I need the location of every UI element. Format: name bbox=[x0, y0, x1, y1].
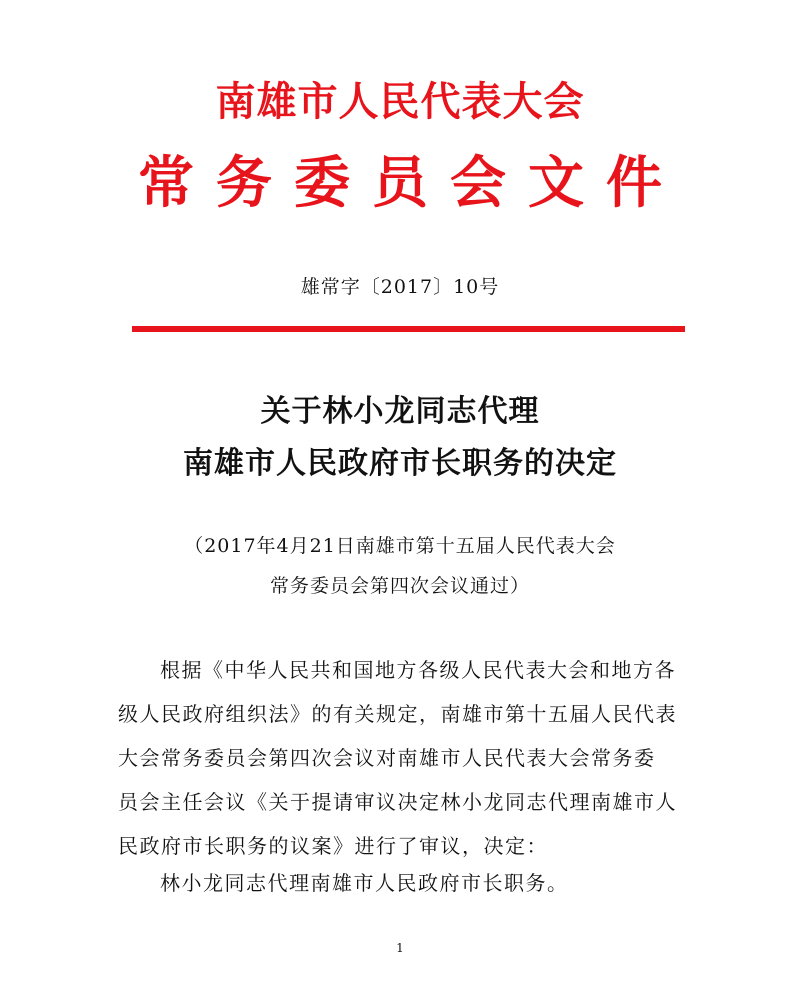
issuing-authority-line1: 南雄市人民代表大会 bbox=[215, 78, 585, 125]
body-paragraph-line: 员会主任会议《关于提请审议决定林小龙同志代理南雄市人 bbox=[118, 790, 677, 814]
adoption-note-line1: （2017年4月21日南雄市第十五届人民代表大会 bbox=[184, 535, 616, 557]
document-number: 雄常字〔2017〕10号 bbox=[300, 276, 500, 298]
body-paragraph-line: 民政府市长职务的议案》进行了审议，决定： bbox=[118, 834, 548, 858]
body-paragraph-line: 级人民政府组织法》的有关规定，南雄市第十五届人民代表 bbox=[118, 702, 677, 726]
issuing-authority-line2: 常务委员会文件 bbox=[138, 150, 684, 216]
body-paragraph-line: 根据《中华人民共和国地方各级人民代表大会和地方各 bbox=[160, 658, 676, 682]
red-divider-rule bbox=[132, 326, 685, 332]
document-title-line1: 关于林小龙同志代理 bbox=[260, 394, 540, 429]
adoption-note-line2: 常务委员会第四次会议通过） bbox=[269, 575, 530, 597]
decision-line: 林小龙同志代理南雄市人民政府市长职务。 bbox=[160, 871, 569, 895]
document-title-line2: 南雄市人民政府市长职务的决定 bbox=[183, 446, 617, 481]
page-number: 1 bbox=[396, 941, 404, 955]
body-paragraph-line: 大会常务委员会第四次会议对南雄市人民代表大会常务委 bbox=[118, 746, 656, 770]
